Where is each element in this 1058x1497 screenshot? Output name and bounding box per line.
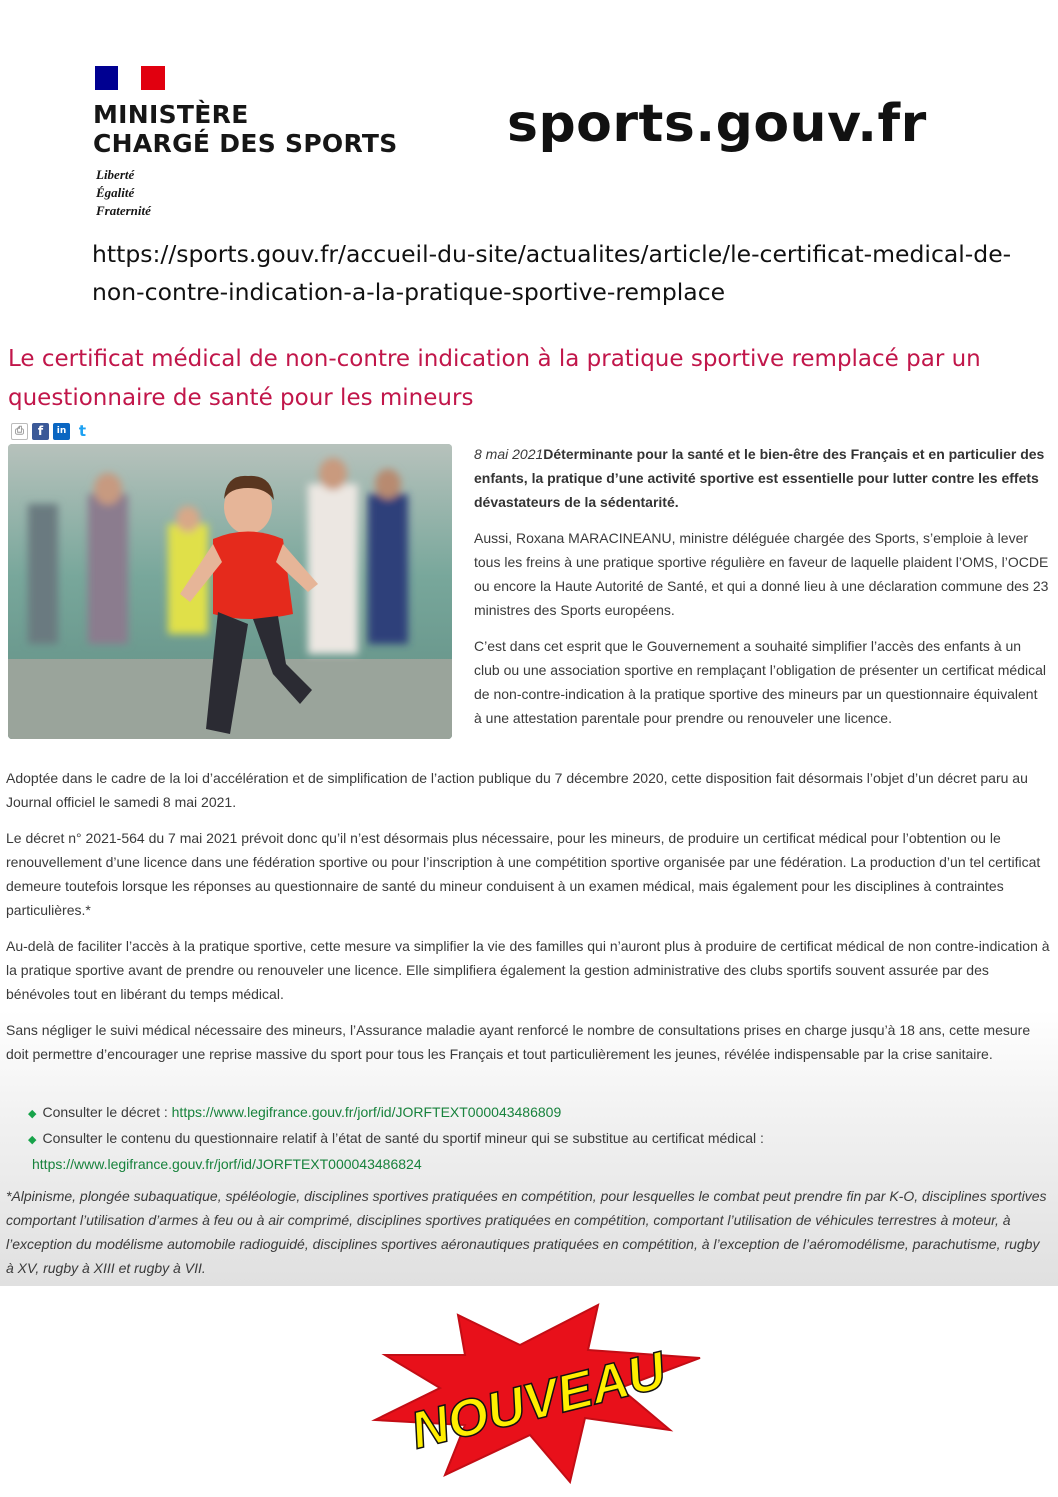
facebook-icon[interactable]: f: [32, 423, 49, 440]
paragraph-5: Au-delà de faciliter l’accès à la pratique sportive, cette mesure va simplifier la vie des familles qui n’auront plus à produire de certificat médical de non contre-indication à la pratique sportive avant de prendre ou renouveler une licence. Elle simplifiera également la gestion administrative des clubs sportifs souvent assurée par des bénévoles tout en libérant du temps médical.: [6, 938, 1050, 1002]
twitter-icon[interactable]: t: [74, 423, 91, 440]
linkedin-icon[interactable]: in: [53, 423, 70, 440]
list-item-continuation: [28, 1152, 1048, 1176]
list-item: [28, 1100, 1048, 1126]
article-date: 8 mai 2021: [474, 446, 544, 462]
paragraph-2: C’est dans cet esprit que le Gouvernement a souhaité simplifier l’accès des enfants à un club ou une association sportive en remplaçant l’obligation de présenter un certificat médical de non-contre-indication à la pratique sportive des mineurs par un questionnaire équivalent à une attestation parentale pour prendre ou renouveler une licence.: [474, 638, 1046, 726]
badge-label: NOUVEAU: [405, 1341, 672, 1461]
ministry-line-1: MINISTÈRE: [93, 100, 249, 129]
site-name: sports.gouv.fr: [507, 94, 927, 154]
paragraph-6: Sans négliger le suivi médical nécessaire des mineurs, l’Assurance maladie ayant renforcé le nombre de consultations prises en charge jusqu’à 18 ans, cette mesure doit permettre d’encourager une reprise massive du sport pour tous les Français et tout particulièrement les jeunes, révélée indispensable par la crise sanitaire.: [6, 1022, 1031, 1062]
paragraph-1: Aussi, Roxana MARACINEANU, ministre déléguée chargée des Sports, s’emploie à lever tous les freins à une pratique sportive régulière en faveur de laquelle plaident l’OMS, l’OCDE ou encore la Haute Autorité de Santé, et qui a donné lieu à une déclaration commune des 23 ministres des Sports européens.: [474, 530, 1049, 618]
print-icon[interactable]: ⎙: [11, 423, 28, 440]
paragraph-4: Le décret n° 2021-564 du 7 mai 2021 prévoit donc qu’il n’est désormais plus nécessaire, pour les mineurs, de produire un certificat médical pour l’obtention ou le renouvellement d’une licence dans une fédération sportive ou pour l’inscription à une compétition sportive organisée par une fédération. La production d’un tel certificat demeure toutefois lorsque les réponses au questionnaire de santé du mineur conduisent à un examen médical, mais également pour les disciplines à contraintes particulières.*: [6, 830, 1041, 918]
republic-flag-logo: [95, 66, 165, 90]
list-item: [28, 1126, 1048, 1152]
link-label: Consulter le décret :: [42, 1104, 172, 1120]
ministry-line-2: CHARGÉ DES SPORTS: [93, 129, 398, 158]
ministry-name: [93, 100, 398, 158]
article-title: Le certificat médical de non-contre indication à la pratique sportive remplacé par un questionnaire de santé pour les mineurs: [8, 346, 981, 411]
decree-link[interactable]: https://www.legifrance.gouv.fr/jorf/id/JORFTEXT000043486809: [171, 1104, 562, 1120]
links-list: [28, 1100, 1048, 1176]
share-toolbar: [11, 421, 91, 441]
child-running-illustration: [8, 444, 452, 739]
questionnaire-link[interactable]: https://www.legifrance.gouv.fr/jorf/id/JORFTEXT000043486824: [32, 1156, 422, 1172]
motto-egalite: Égalité: [96, 185, 135, 200]
paragraph-3: Adoptée dans le cadre de la loi d’accélération et de simplification de l’action publique du 7 décembre 2020, cette disposition fait désormais l’objet d’un décret paru au Journal officiel le samedi 8 mai 2021.: [6, 770, 1028, 810]
article-url: https://sports.gouv.fr/accueil-du-site/actualites/article/le-certificat-medical-de-non-contre-indication-a-la-pratique-sportive-remplace: [92, 240, 1012, 306]
bullet-icon: ◆: [28, 1108, 37, 1120]
article-photo: [8, 444, 452, 739]
bullet-icon: ◆: [28, 1134, 37, 1146]
motto-liberte: Liberté: [96, 167, 135, 182]
intro-text: Déterminante pour la santé et le bien-être des Français et en particulier des enfants, la pratique d’une activité sportive est essentielle pour lutter contre les effets dévastateurs de la sédentarité.: [474, 446, 1045, 510]
new-badge: [370, 1300, 710, 1490]
link-label: Consulter le contenu du questionnaire relatif à l’état de santé du sportif mineur qui se substitue au certificat médical :: [42, 1130, 764, 1146]
republic-motto: [96, 166, 151, 220]
article-intro: [474, 442, 1049, 514]
footnote: *Alpinisme, plongée subaquatique, spéléologie, disciplines sportives pratiquées en compétition, pour lesquelles le combat peut prendre fin par K-O, disciplines sportives comportant l’utilisation d’armes à feu ou à air comprimé, disciplines sportives pratiquées en compétition, comportant l’utilisation de véhicules terrestres à moteur, à l’exception du modélisme automobile radioguidé, disciplines sportives aéronautiques pratiquées en compétition, à l’exception de l’aéromodélisme, parachutisme, rugby à XV, rugby à XIII et rugby à VII.: [6, 1188, 1047, 1276]
motto-fraternite: Fraternité: [96, 203, 151, 218]
